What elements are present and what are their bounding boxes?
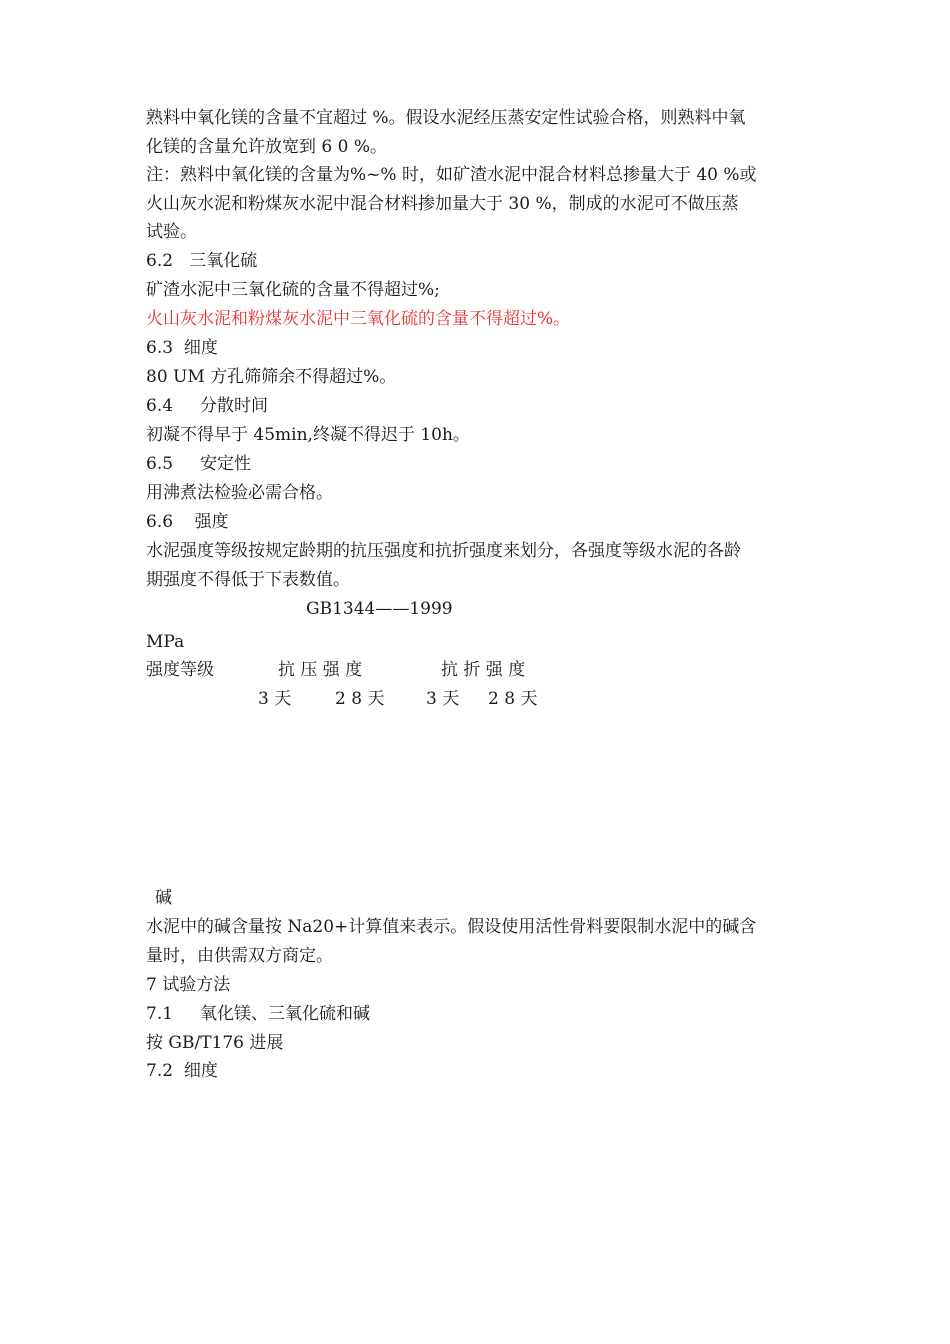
section-heading: 6.6 强度 [146,512,229,532]
paragraph-line: 期强度不得低于下表数值。 [146,570,350,590]
paragraph-line: 水泥中的碱含量按 Na20+计算值来表示。假设使用活性骨料要限制水泥中的碱含 [146,917,757,937]
section-heading: 7 试验方法 [146,975,231,995]
paragraph-line: 按 GB/T176 进展 [146,1033,284,1053]
paragraph-line: 矿渣水泥中三氧化硫的含量不得超过%; [146,280,440,300]
section-heading: 碱 [155,888,172,908]
section-heading: 6.3 细度 [146,338,218,358]
note-line: 试验。 [146,222,197,242]
table-header-days: 3 天 [426,689,460,709]
section-heading: 6.4 分散时间 [146,396,269,416]
note-line: 注：熟料中氧化镁的含量为%~% 时，如矿渣水泥中混合材料总掺量大于 40 %或 [146,165,757,185]
section-heading: 6.2 三氧化硫 [146,251,258,271]
paragraph-line: 量时，由供需双方商定。 [146,946,333,966]
paragraph-line: 化镁的含量允许放宽到 6 0 %。 [146,137,387,157]
standard-code: GB1344——1999 [306,599,453,619]
highlighted-line: 火山灰水泥和粉煤灰水泥中三氧化硫的含量不得超过%。 [146,309,571,329]
unit-label: MPa [146,632,185,652]
table-header-flexural: 抗 折 强 度 [441,660,526,680]
paragraph-line: 80 UM 方孔筛筛余不得超过%。 [146,367,397,387]
table-header-days: 2 8 天 [335,689,385,709]
paragraph-line: 水泥强度等级按规定龄期的抗压强度和抗折强度来划分，各强度等级水泥的各龄 [146,541,741,561]
table-header-days: 2 8 天 [488,689,538,709]
paragraph-line: 用沸煮法检验必需合格。 [146,483,333,503]
note-line: 火山灰水泥和粉煤灰水泥中混合材料掺加量大于 30 %，制成的水泥可不做压蒸 [146,194,739,214]
paragraph-line: 初凝不得早于 45min,终凝不得迟于 10h。 [146,425,470,445]
section-heading: 7.2 细度 [146,1061,218,1081]
paragraph-line: 熟料中氧化镁的含量不宜超过 %。假设水泥经压蒸安定性试验合格，则熟料中氧 [146,108,746,128]
table-header-grade: 强度等级 [146,660,214,680]
section-heading: 7.1 氧化镁、三氧化硫和碱 [146,1004,371,1024]
table-header-compressive: 抗 压 强 度 [278,660,363,680]
table-header-days: 3 天 [258,689,292,709]
section-heading: 6.5 安定性 [146,454,252,474]
